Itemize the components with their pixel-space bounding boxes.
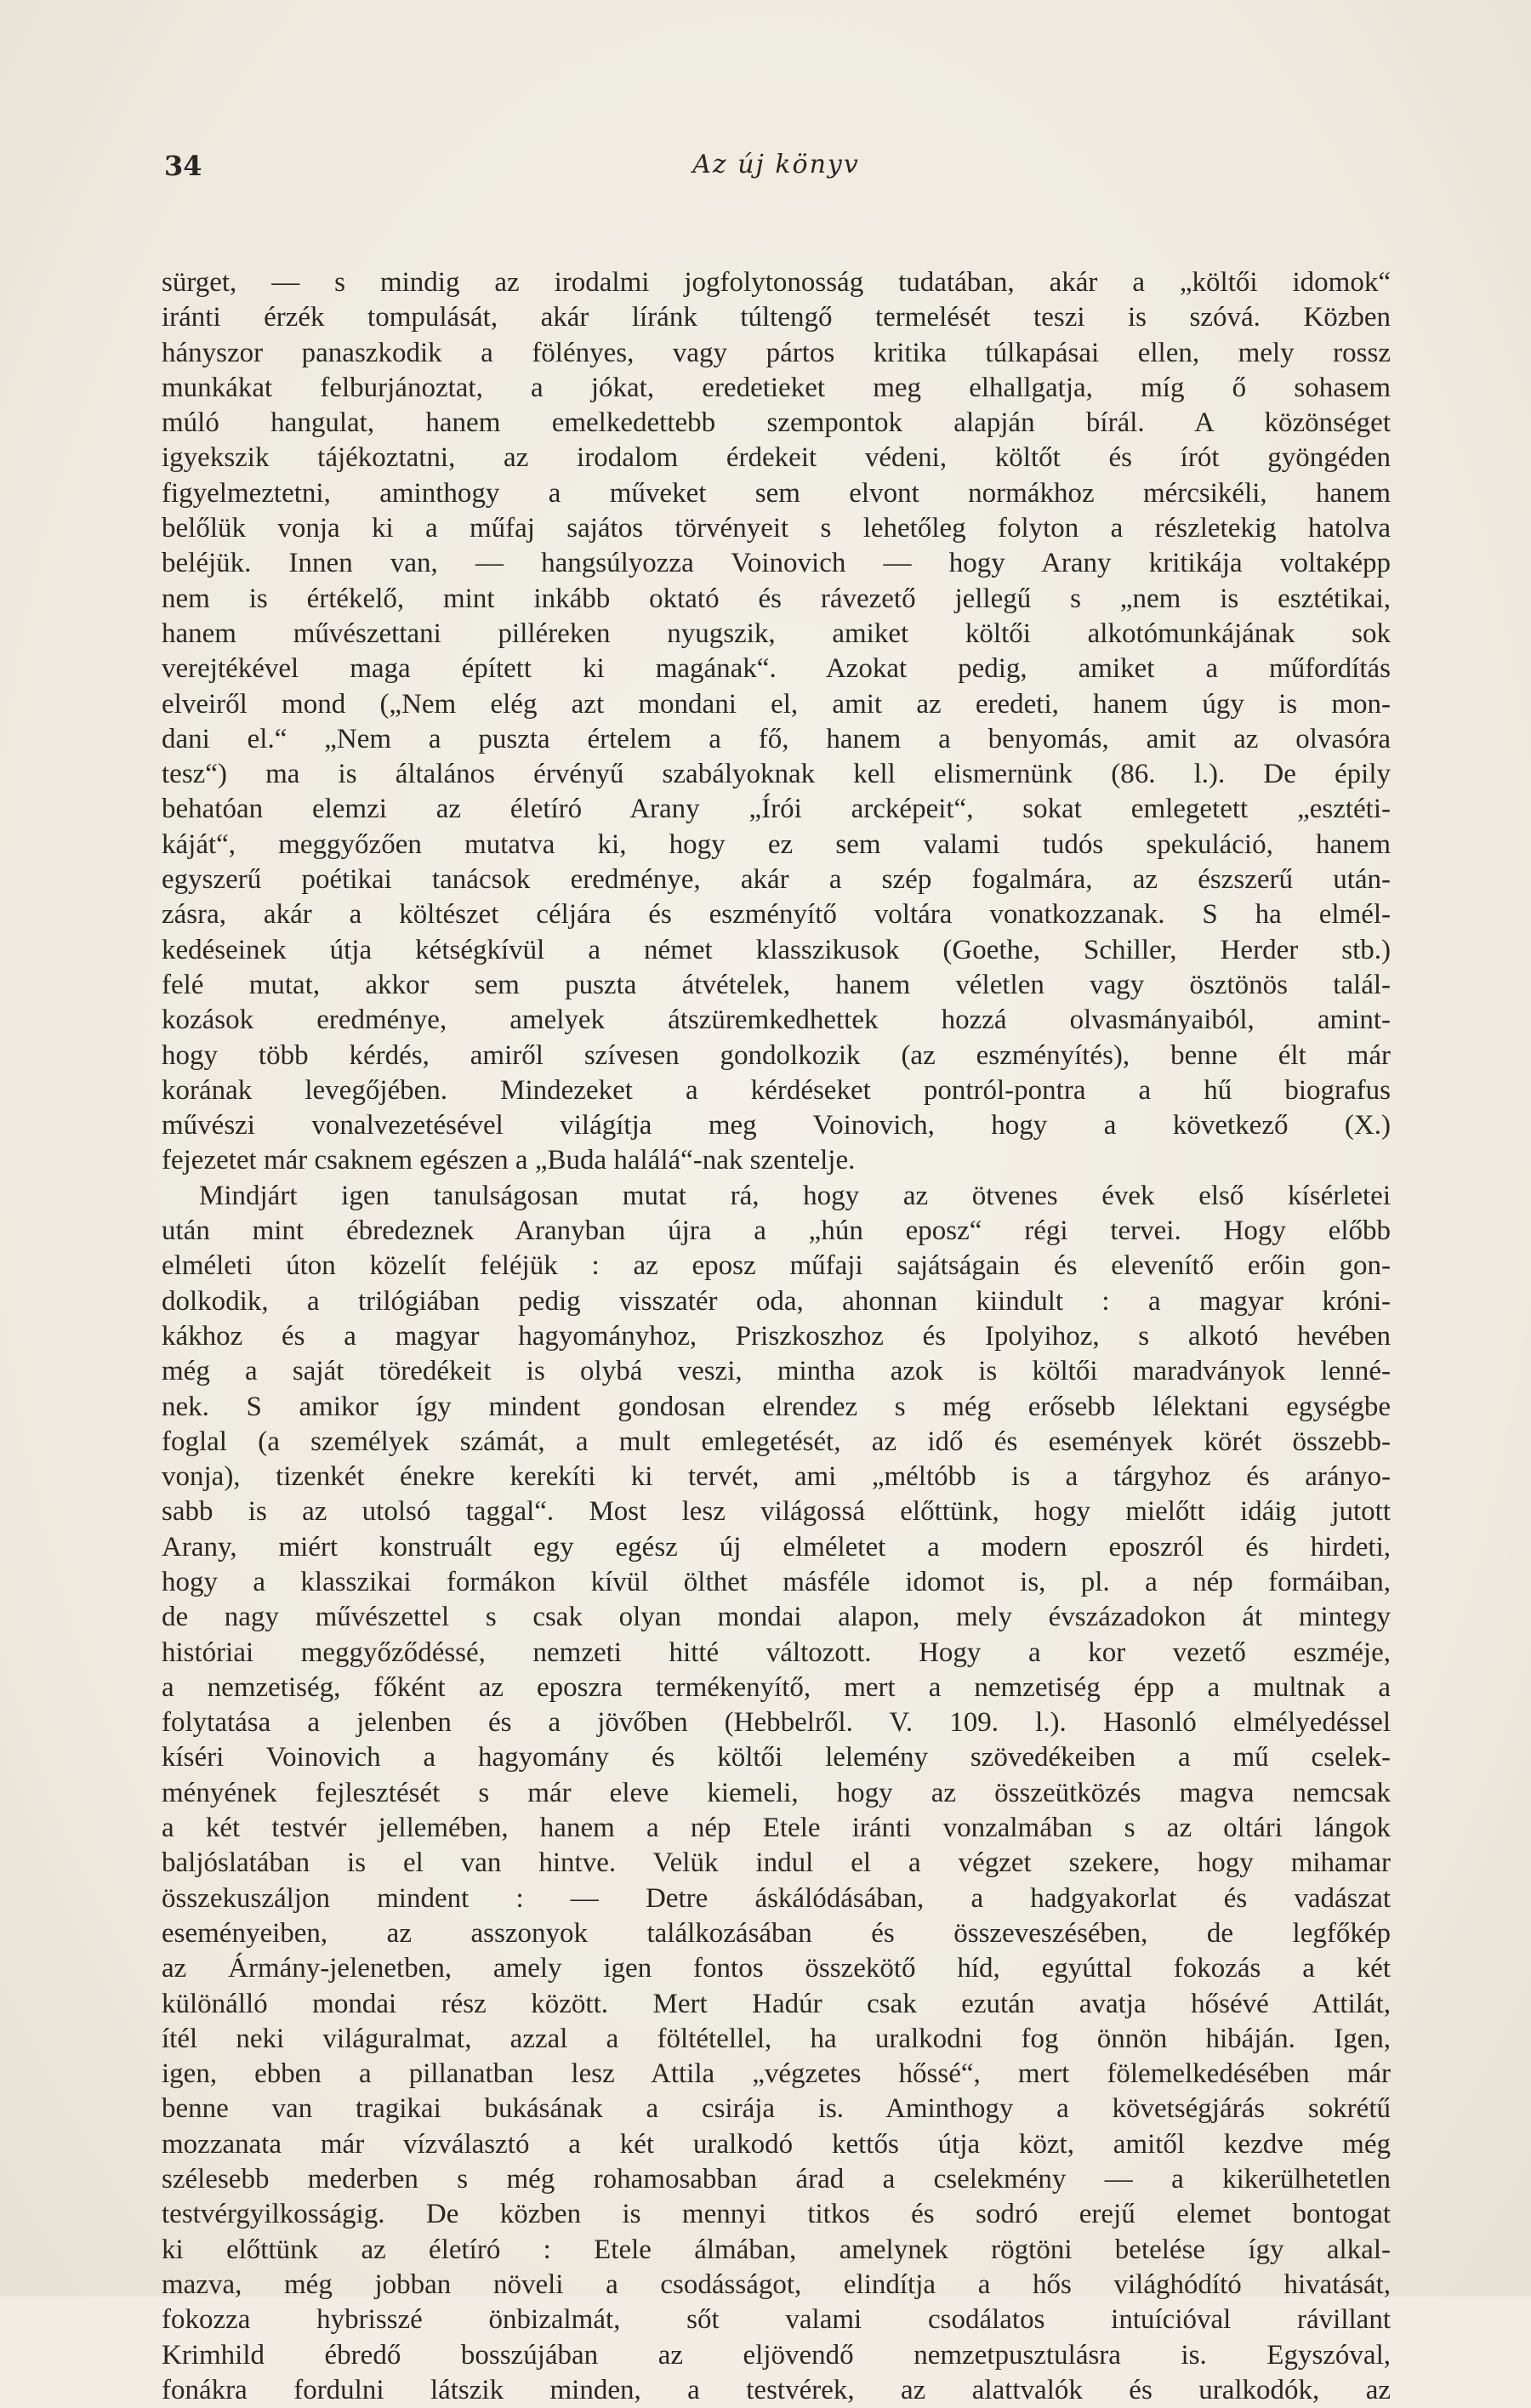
text-line: vonja), tizenkét énekre kerekíti ki tervét, ami „méltóbb is a tárgyhoz és arányo- bbox=[162, 1461, 1391, 1493]
text-line: korának levegőjében. Mindezeket a kérdéseket pontról-pontra a hű biografus bbox=[162, 1074, 1391, 1106]
text-line: históriai meggyőződéssé, nemzeti hitté változott. Hogy a kor vezető eszméje, bbox=[162, 1637, 1391, 1668]
text-line: beléjük. Innen van, — hangsúlyozza Voinovich — hogy Arany kritikája voltaképp bbox=[162, 548, 1391, 579]
text-line: behatóan elemzi az életíró Arany „Írói arcképeit“, sokat emlegetett „esztéti- bbox=[162, 794, 1391, 825]
text-line: elveiről mond („Nem elég azt mondani el, amit az eredeti, hanem úgy is mon- bbox=[162, 688, 1391, 720]
text-line: az Ármány-jelenetben, amely igen fontos összekötő híd, egyúttal fokozás a két bbox=[162, 1953, 1391, 1984]
text-line: sürget, — s mindig az irodalmi jogfolytonosság tudatában, akár a „költői idomok“ bbox=[162, 267, 1391, 298]
text-line: mazva, még jobban növeli a csodásságot, elindítja a hős világhódító hivatását, bbox=[162, 2269, 1391, 2300]
text-line: igyekszik tájékoztatni, az irodalom érdekeit védeni, költőt és írót gyöngéden bbox=[162, 442, 1391, 474]
text-line: felé mutat, akkor sem puszta átvételek, hanem véletlen vagy ösztönös talál- bbox=[162, 969, 1391, 1000]
body-text bbox=[162, 265, 1391, 2408]
text-line: folytatása a jelenben és a jövőben (Hebbelről. V. 109. l.). Hasonló elmélyedéssel bbox=[162, 1707, 1391, 1739]
text-line: kákhoz és a magyar hagyományhoz, Priszkoszhoz és Ipolyihoz, s alkotó hevében bbox=[162, 1320, 1391, 1352]
text-line: egyszerű poétikai tanácsok eredménye, akár a szép fogalmára, az észszerű után- bbox=[162, 864, 1391, 896]
text-line: belőlük vonja ki a műfaj sajátos törvényeit s lehetőleg folyton a részletekig hatolva bbox=[162, 513, 1391, 544]
text-line: összekuszáljon mindent : — Detre áskálódásában, a hadgyakorlat és vadászat bbox=[162, 1882, 1391, 1914]
text-line: a két testvér jellemében, hanem a nép Etele iránti vonzalmában s az oltári lángok bbox=[162, 1813, 1391, 1844]
text-line: hányszor panaszkodik a fölényes, vagy pártos kritika túlkapásai ellen, mely rossz bbox=[162, 337, 1391, 368]
text-line: szélesebb mederben s még rohamosabban árad a cselekmény — a kikerülhetetlen bbox=[162, 2164, 1391, 2195]
text-line: igen, ebben a pillanatban lesz Attila „végzetes hőssé“, mert fölemelkedésében már bbox=[162, 2058, 1391, 2090]
text-line: fokozza hybrisszé önbizalmát, sőt valami csodálatos intuícióval rávillant bbox=[162, 2304, 1391, 2336]
text-line: különálló mondai rész között. Mert Hadúr csak ezután avatja hősévé Attilát, bbox=[162, 1988, 1391, 2019]
text-line: után mint ébredeznek Aranyban újra a „hún eposz“ régi tervei. Hogy előbb bbox=[162, 1215, 1391, 1247]
text-line: elméleti úton közelít feléjük : az eposz műfaji sajátságain és elevenítő erőin gon- bbox=[162, 1250, 1391, 1282]
text-line: foglal (a személyek számát, a mult emlegetését, az idő és események körét összebb- bbox=[162, 1426, 1391, 1457]
text-line: kedéseinek útja kétségkívül a német klasszikusok (Goethe, Schiller, Herder stb.) bbox=[162, 934, 1391, 965]
text-line: hogy a klasszikai formákon kívül ölthet másféle idomot is, pl. a nép formáiban, bbox=[162, 1566, 1391, 1597]
text-line: de nagy művészettel s csak olyan mondai alapon, mely évszázadokon át mintegy bbox=[162, 1602, 1391, 1633]
paragraph bbox=[162, 265, 1391, 1179]
text-line: ítél neki világuralmat, azzal a föltétellel, ha uralkodni fog önnön hibáján. Igen, bbox=[162, 2023, 1391, 2054]
text-line: dolkodik, a trilógiában pedig visszatér oda, ahonnan kiindult : a magyar króni- bbox=[162, 1285, 1391, 1317]
text-line: sabb is az utolsó taggal“. Most lesz világossá előttünk, hogy mielőtt idáig jutott bbox=[162, 1496, 1391, 1528]
text-line: dani el.“ „Nem a puszta értelem a fő, hanem a benyomás, amit az olvasóra bbox=[162, 723, 1391, 754]
text-line: fonákra fordulni látszik minden, a testvérek, az alattvalók és uralkodók, az bbox=[162, 2374, 1391, 2405]
text-line: testvérgyilkosságig. De közben is mennyi titkos és sodró erejű elemet bontogat bbox=[162, 2199, 1391, 2230]
text-line: ki előttünk az életíró : Etele álmában, amelynek rögtöni betelése így alkal- bbox=[162, 2234, 1391, 2265]
page-number: 34 bbox=[164, 150, 202, 182]
text-line: hogy több kérdés, amiről szívesen gondolkozik (az eszményítés), benne élt már bbox=[162, 1039, 1391, 1071]
text-line: tesz“) ma is általános érvényű szabályoknak kell elismernünk (86. l.). De épily bbox=[162, 759, 1391, 790]
text-line: fejezetet már csaknem egészen a „Buda halálá“-nak szentelje. bbox=[162, 1145, 856, 1176]
text-line: nek. S amikor így mindent gondosan elrendez s még erősebb lélektani egységbe bbox=[162, 1391, 1391, 1422]
text-line: Arany, miért konstruált egy egész új elméletet a modern eposzról és hirdeti, bbox=[162, 1531, 1391, 1563]
text-line: nem is értékelő, mint inkább oktató és rávezető jellegű s „nem is esztétikai, bbox=[162, 583, 1391, 614]
text-line: verejtékével maga épített ki magának“. Azokat pedig, amiket a műfordítás bbox=[162, 653, 1391, 685]
text-line: munkákat felburjánoztat, a jókat, eredetieket meg elhallgatja, míg ő sohasem bbox=[162, 372, 1391, 403]
text-line: Krimhild ébredő bosszújában az eljövendő nemzetpusztulásra is. Egyszóval, bbox=[162, 2339, 1391, 2371]
text-line: eseményeiben, az asszonyok találkozásában és összeveszésében, de legfőkép bbox=[162, 1917, 1391, 1949]
text-line: kíséri Voinovich a hagyomány és költői lelemény szövedékeiben a mű cselek- bbox=[162, 1742, 1391, 1773]
paragraph bbox=[162, 1179, 1391, 2408]
text-line: iránti érzék tompulását, akár líránk túltengő termelését teszi is szóvá. Közben bbox=[162, 302, 1391, 333]
text-line: kozások eredménye, amelyek átszüremkedhettek hozzá olvasmányaiból, amint- bbox=[162, 1005, 1391, 1036]
text-line: zásra, akár a költészet céljára és eszményítő voltára vonatkozzanak. S ha elmél- bbox=[162, 899, 1391, 931]
text-line: hanem művészettani pilléreken nyugszik, amiket költői alkotómunkájának sok bbox=[162, 618, 1391, 649]
text-line: káját“, meggyőzően mutatva ki, hogy ez sem valami tudós spekuláció, hanem bbox=[162, 828, 1391, 860]
text-line: a nemzetiség, főként az eposzra termékenyítő, mert a nemzetiség épp a multnak a bbox=[162, 1671, 1391, 1703]
text-line: benne van tragikai bukásának a csirája is. Aminthogy a követségjárás sokrétű bbox=[162, 2093, 1391, 2125]
text-line: figyelmeztetni, aminthogy a műveket sem elvont normákhoz mércsikéli, hanem bbox=[162, 477, 1391, 509]
text-line: múló hangulat, hanem emelkedettebb szempontok alapján bírál. A közönséget bbox=[162, 407, 1391, 439]
text-line: ményének fejlesztését s már eleve kiemeli, hogy az összeütközés magva nemcsak bbox=[162, 1777, 1391, 1808]
text-line: mozzanata már vízválasztó a két uralkodó kettős útja közt, amitől kezdve még bbox=[162, 2128, 1391, 2160]
text-line: művészi vonalvezetésével világítja meg Voinovich, hogy a következő (X.) bbox=[162, 1110, 1391, 1141]
text-line: baljóslatában is el van hintve. Velük indul el a végzet szekere, hogy mihamar bbox=[162, 1847, 1391, 1879]
text-line: Mindjárt igen tanulságosan mutat rá, hogy az ötvenes évek első kísérletei bbox=[199, 1180, 1391, 1211]
running-head bbox=[164, 150, 1388, 187]
text-line: még a saját töredékeit is olybá veszi, mintha azok is költői maradványok lenné- bbox=[162, 1356, 1391, 1387]
running-title: Az új könyv bbox=[692, 150, 860, 179]
